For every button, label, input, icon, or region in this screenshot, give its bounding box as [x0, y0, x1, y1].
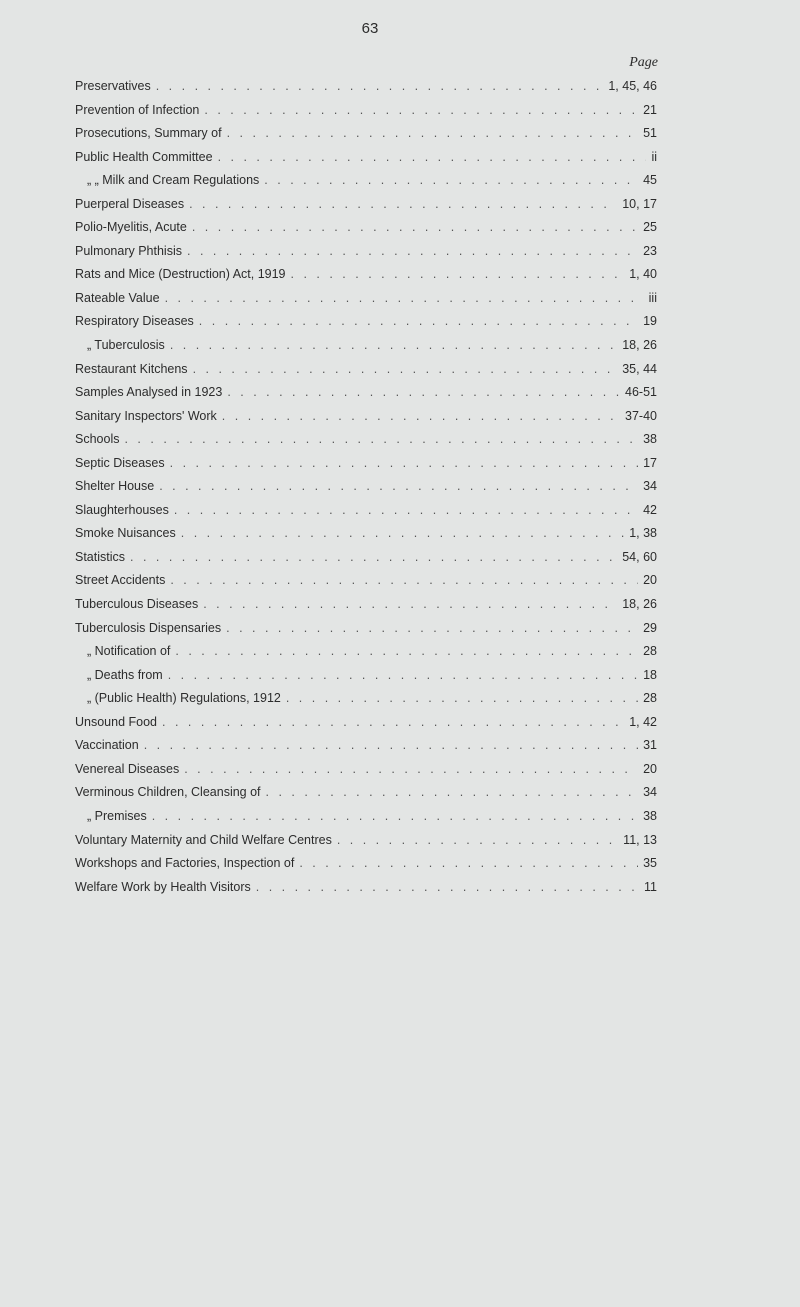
index-term: Restaurant Kitchens — [75, 361, 188, 376]
index-page-ref: 17 — [643, 455, 657, 470]
index-entry — [75, 126, 657, 150]
index-term: Street Accidents — [75, 573, 166, 588]
index-term: „ Deaths from — [87, 667, 163, 682]
index-entry — [75, 197, 657, 221]
index-entry — [75, 503, 657, 527]
index-entry — [75, 173, 657, 197]
index-entry — [75, 244, 657, 268]
index-term: Public Health Committee — [75, 149, 213, 164]
dot-leader — [264, 173, 638, 187]
index-page-ref: 31 — [643, 738, 657, 753]
index-entry — [75, 526, 657, 550]
dot-leader — [170, 456, 638, 470]
dot-leader — [218, 150, 647, 164]
index-entry — [75, 220, 657, 244]
index-page-ref: 18, 26 — [622, 597, 657, 612]
index-entry — [75, 621, 657, 645]
index-entry — [75, 103, 657, 127]
dot-leader — [159, 479, 638, 493]
dot-leader — [174, 503, 638, 517]
index-entry — [75, 150, 657, 174]
index-page-ref: 18 — [643, 667, 657, 682]
dot-leader — [156, 79, 604, 93]
index-page-ref: 18, 26 — [622, 338, 657, 353]
index-page-ref: 35 — [643, 856, 657, 871]
index-entry — [75, 409, 657, 433]
index-page-ref: ii — [651, 149, 657, 164]
index-page-ref: 1, 42 — [629, 714, 657, 729]
index-term: Vaccination — [75, 738, 139, 753]
dot-leader — [162, 715, 624, 729]
index-entry — [75, 762, 657, 786]
index-page-ref: 38 — [643, 808, 657, 823]
index-term: Polio-Myelitis, Acute — [75, 220, 187, 235]
dot-leader — [152, 809, 638, 823]
dot-leader — [189, 197, 617, 211]
index-page-ref: iii — [648, 290, 657, 305]
index-term: Septic Diseases — [75, 455, 165, 470]
dot-leader — [256, 880, 639, 894]
dot-leader — [192, 220, 638, 234]
index-term: „ (Public Health) Regulations, 1912 — [87, 691, 281, 706]
index-page-ref: 54, 60 — [622, 549, 657, 564]
dot-leader — [181, 526, 624, 540]
index-term: Prosecutions, Summary of — [75, 126, 222, 141]
dot-leader — [337, 833, 618, 847]
index-term: Voluntary Maternity and Child Welfare Centres — [75, 832, 332, 847]
dot-leader — [165, 291, 644, 305]
index-entry — [75, 738, 657, 762]
index-term: Pulmonary Phthisis — [75, 243, 182, 258]
dot-leader — [193, 362, 618, 376]
index-page-ref: 11 — [644, 879, 657, 894]
index-entry — [75, 668, 657, 692]
index-entry — [75, 856, 657, 880]
index-page-ref: 34 — [643, 479, 657, 494]
index-page-ref: 21 — [643, 102, 657, 117]
dot-leader — [226, 621, 638, 635]
index-term: Tuberculous Diseases — [75, 597, 199, 612]
index-term: „ Premises — [87, 808, 147, 823]
index-page-ref: 42 — [643, 502, 657, 517]
dot-leader — [130, 550, 617, 564]
index-term: „ „ Milk and Cream Regulations — [87, 173, 260, 188]
index-entry — [75, 338, 657, 362]
index-term: „ Tuberculosis — [87, 338, 165, 353]
index-page-ref: 34 — [643, 785, 657, 800]
index-term: Unsound Food — [75, 714, 158, 729]
index-term: Shelter House — [75, 479, 155, 494]
index-term: Preservatives — [75, 79, 151, 93]
index-entry — [75, 573, 657, 597]
index-entry — [75, 456, 657, 480]
index-entry — [75, 785, 657, 809]
index-page-ref: 25 — [643, 220, 657, 235]
dot-leader — [286, 691, 638, 705]
dot-leader — [170, 573, 638, 587]
index-page-ref: 20 — [643, 573, 657, 588]
index-page-ref: 51 — [643, 126, 657, 141]
index-page-ref: 28 — [643, 691, 657, 706]
index-term: Puerperal Diseases — [75, 196, 185, 211]
index-page-ref: 10, 17 — [622, 196, 657, 211]
dot-leader — [184, 762, 638, 776]
index-entry — [75, 597, 657, 621]
dot-leader — [199, 314, 638, 328]
dot-leader — [291, 267, 625, 281]
index-entry — [75, 291, 657, 315]
index-page-ref: 29 — [643, 620, 657, 635]
index-term: Welfare Work by Health Visitors — [75, 879, 251, 894]
index-term: Rateable Value — [75, 290, 160, 305]
index-entry — [75, 79, 657, 103]
index-term: Slaughterhouses — [75, 502, 169, 517]
index-page-ref: 1, 45, 46 — [608, 79, 657, 93]
index-page-ref: 46-51 — [625, 385, 657, 400]
index-entry — [75, 715, 657, 739]
index-term: Sanitary Inspectors' Work — [75, 408, 217, 423]
page-column-heading: Page — [629, 55, 658, 70]
index-entry — [75, 432, 657, 456]
index-page-ref: 28 — [643, 644, 657, 659]
index-term: Verminous Children, Cleansing of — [75, 785, 261, 800]
index-term: Schools — [75, 432, 120, 447]
dot-leader — [299, 856, 638, 870]
index-page-ref: 37-40 — [625, 408, 657, 423]
page-number: 63 — [361, 20, 379, 37]
index-entry — [75, 644, 657, 668]
index-entry — [75, 550, 657, 574]
index-term: „ Notification of — [87, 644, 171, 659]
dot-leader — [227, 126, 639, 140]
dot-leader — [227, 385, 620, 399]
index-entry — [75, 691, 657, 715]
index-term: Rats and Mice (Destruction) Act, 1919 — [75, 267, 286, 282]
dot-leader — [203, 597, 617, 611]
index-entry — [75, 314, 657, 338]
index-page-ref: 35, 44 — [622, 361, 657, 376]
index-entry — [75, 385, 657, 409]
index-page-ref: 23 — [643, 243, 657, 258]
index-entry — [75, 833, 657, 857]
index-term: Samples Analysed in 1923 — [75, 385, 223, 400]
index-entry — [75, 267, 657, 291]
dot-leader — [144, 738, 638, 752]
index-page-ref: 1, 40 — [629, 267, 657, 282]
index-page-ref: 20 — [643, 761, 657, 776]
index-entry — [75, 479, 657, 503]
dot-leader — [168, 668, 638, 682]
index-page-ref: 38 — [643, 432, 657, 447]
index-list — [75, 79, 657, 903]
dot-leader — [204, 103, 638, 117]
index-page-ref: 45 — [643, 173, 657, 188]
index-page-ref: 1, 38 — [629, 526, 657, 541]
index-term: Respiratory Diseases — [75, 314, 194, 329]
index-term: Tuberculosis Dispensaries — [75, 620, 222, 635]
index-entry — [75, 362, 657, 386]
dot-leader — [266, 785, 639, 799]
dot-leader — [187, 244, 638, 258]
index-page-ref: 19 — [643, 314, 657, 329]
index-term: Smoke Nuisances — [75, 526, 176, 541]
index-term: Prevention of Infection — [75, 102, 200, 117]
index-page-ref: 11, 13 — [623, 832, 657, 847]
index-term: Statistics — [75, 549, 126, 564]
index-term: Venereal Diseases — [75, 761, 180, 776]
index-entry — [75, 880, 657, 904]
dot-leader — [124, 432, 638, 446]
dot-leader — [222, 409, 620, 423]
dot-leader — [170, 338, 617, 352]
index-entry — [75, 809, 657, 833]
index-term: Workshops and Factories, Inspection of — [75, 856, 295, 871]
dot-leader — [175, 644, 638, 658]
